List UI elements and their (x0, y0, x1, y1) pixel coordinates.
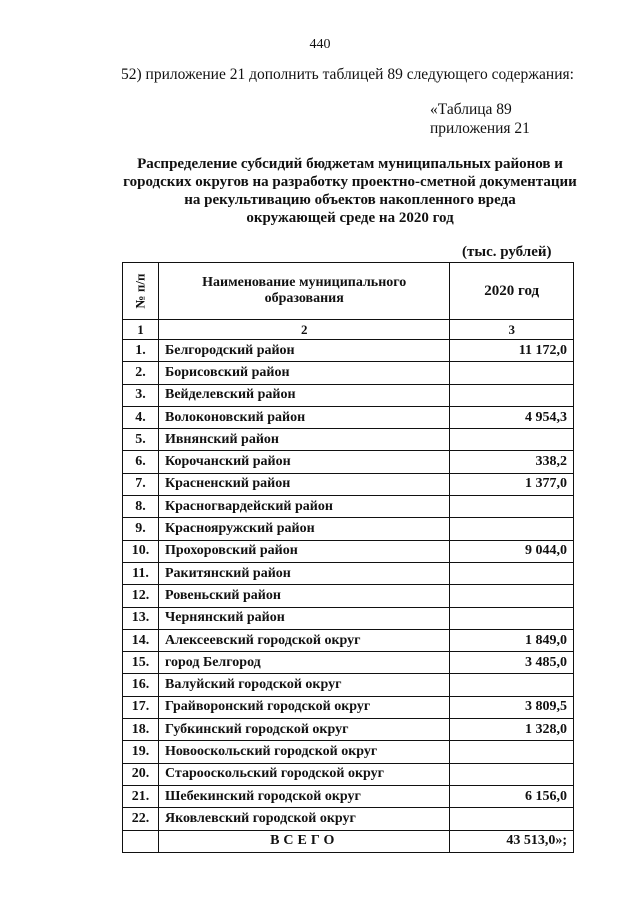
row-name: Чернянский район (158, 607, 449, 629)
row-name: Корочанский район (158, 451, 449, 473)
column-numbers-row (123, 320, 574, 340)
header-year: 2020 год (450, 263, 574, 320)
row-number: 13. (123, 607, 159, 629)
row-name: Яковлевский городской округ (158, 808, 449, 830)
table-row (123, 340, 574, 362)
title-line3: на рекультивацию объектов накопленного вреда (184, 192, 516, 208)
row-value (450, 808, 574, 830)
row-value: 338,2 (450, 451, 574, 473)
row-number: 2. (123, 362, 159, 384)
row-number: 11. (123, 562, 159, 584)
row-name: Валуйский городской округ (158, 674, 449, 696)
row-number: 5. (123, 429, 159, 451)
row-value (450, 585, 574, 607)
row-value: 3 809,5 (450, 696, 574, 718)
title-line1: Распределение субсидий бюджетам муниципальных районов и (137, 156, 563, 172)
row-name: Ракитянский район (158, 562, 449, 584)
table-row (123, 696, 574, 718)
row-value (450, 362, 574, 384)
row-number: 4. (123, 406, 159, 428)
col-number-2: 2 (158, 320, 449, 340)
row-number: 17. (123, 696, 159, 718)
total-value: 43 513,0»; (450, 830, 574, 852)
table-row (123, 496, 574, 518)
row-value: 1 377,0 (450, 473, 574, 495)
table-row (123, 741, 574, 763)
row-number: 15. (123, 652, 159, 674)
row-value (450, 518, 574, 540)
row-number: 7. (123, 473, 159, 495)
header-row (123, 263, 574, 320)
row-number: 19. (123, 741, 159, 763)
table-row (123, 518, 574, 540)
row-name: Грайворонский городской округ (158, 696, 449, 718)
table-row (123, 406, 574, 428)
row-name: Красногвардейский район (158, 496, 449, 518)
row-value: 1 849,0 (450, 629, 574, 651)
table-row (123, 652, 574, 674)
row-name: Белгородский район (158, 340, 449, 362)
table-row (123, 585, 574, 607)
row-number: 1. (123, 340, 159, 362)
row-number: 16. (123, 674, 159, 696)
row-name: Ивнянский район (158, 429, 449, 451)
row-name: Прохоровский район (158, 540, 449, 562)
intro-text: 52) приложение 21 дополнить таблицей 89 следующего содержания: (121, 66, 574, 83)
table-ref-line2: приложения 21 (430, 120, 530, 137)
row-value (450, 562, 574, 584)
row-number: 12. (123, 585, 159, 607)
table-row (123, 451, 574, 473)
row-name: город Белгород (158, 652, 449, 674)
col-number-1: 1 (123, 320, 159, 340)
document-title (100, 155, 600, 227)
col-number-3: 3 (450, 320, 574, 340)
table-row (123, 629, 574, 651)
table-ref-line1: «Таблица 89 (430, 101, 512, 118)
row-name: Краснояружский район (158, 518, 449, 540)
row-name: Вейделевский район (158, 384, 449, 406)
row-value (450, 429, 574, 451)
row-value (450, 384, 574, 406)
total-empty-cell (123, 830, 159, 852)
row-number: 9. (123, 518, 159, 540)
row-number: 18. (123, 719, 159, 741)
row-name: Новооскольский городской округ (158, 741, 449, 763)
table-row (123, 808, 574, 830)
table-row (123, 562, 574, 584)
table-row (123, 674, 574, 696)
row-name: Волоконовский район (158, 406, 449, 428)
row-value (450, 496, 574, 518)
title-line4: окружающей среде на 2020 год (246, 210, 454, 226)
table-row (123, 785, 574, 807)
row-name: Старооскольский городской округ (158, 763, 449, 785)
row-value: 11 172,0 (450, 340, 574, 362)
row-value: 4 954,3 (450, 406, 574, 428)
table-row (123, 763, 574, 785)
row-value: 9 044,0 (450, 540, 574, 562)
table-reference (430, 100, 530, 138)
row-number: 8. (123, 496, 159, 518)
row-number: 6. (123, 451, 159, 473)
table-row (123, 384, 574, 406)
row-name: Ровеньский район (158, 585, 449, 607)
row-number: 14. (123, 629, 159, 651)
header-name: Наименование муниципального образования (158, 263, 449, 320)
row-name: Алексеевский городской округ (158, 629, 449, 651)
table-row (123, 540, 574, 562)
total-row (123, 830, 574, 852)
table-row (123, 429, 574, 451)
subsidy-table (122, 262, 574, 853)
row-name: Борисовский район (158, 362, 449, 384)
row-name: Губкинский городской округ (158, 719, 449, 741)
table-row (123, 607, 574, 629)
row-number: 10. (123, 540, 159, 562)
title-line2: городских округов на разработку проектно-сметной документации (123, 174, 577, 190)
table-row (123, 473, 574, 495)
row-number: 22. (123, 808, 159, 830)
header-num: № п/п (123, 263, 159, 320)
row-value (450, 741, 574, 763)
row-value (450, 674, 574, 696)
page-number: 440 (309, 37, 331, 52)
table-row (123, 719, 574, 741)
units-label: (тыс. рублей) (462, 244, 552, 260)
row-value: 3 485,0 (450, 652, 574, 674)
row-number: 20. (123, 763, 159, 785)
row-name: Шебекинский городской округ (158, 785, 449, 807)
row-value: 1 328,0 (450, 719, 574, 741)
table-row (123, 362, 574, 384)
row-value: 6 156,0 (450, 785, 574, 807)
row-number: 21. (123, 785, 159, 807)
row-value (450, 607, 574, 629)
row-value (450, 763, 574, 785)
row-name: Красненский район (158, 473, 449, 495)
row-number: 3. (123, 384, 159, 406)
total-label: ВСЕГО (158, 830, 449, 852)
